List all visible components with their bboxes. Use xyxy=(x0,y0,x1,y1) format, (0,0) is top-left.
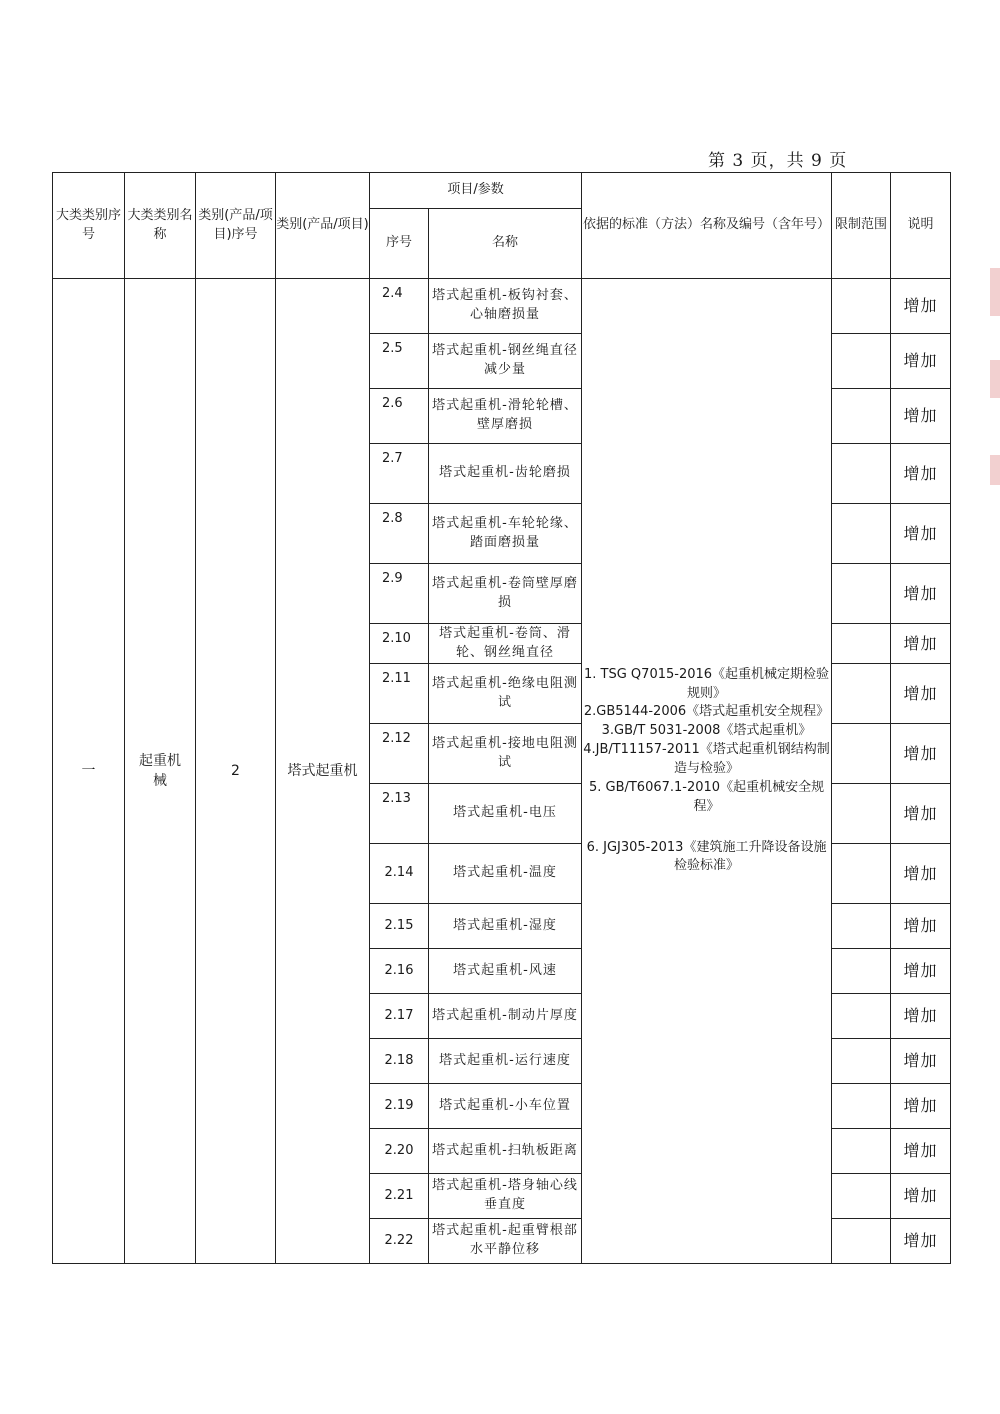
note-cell: 增加 xyxy=(891,1129,951,1174)
note-cell: 增加 xyxy=(891,444,951,504)
note-cell: 增加 xyxy=(891,1174,951,1219)
item-seq-cell: 2.18 xyxy=(370,1039,429,1084)
item-name-cell: 塔式起重机-电压 xyxy=(429,784,582,844)
standard-item: 3.GB/T 5031-2008《塔式起重机》 xyxy=(601,723,812,739)
limit-cell xyxy=(832,1174,891,1219)
item-seq-cell: 2.4 xyxy=(370,279,429,334)
limit-cell xyxy=(832,1084,891,1129)
item-seq-cell: 2.6 xyxy=(370,389,429,444)
limit-cell xyxy=(832,949,891,994)
limit-cell xyxy=(832,1219,891,1264)
item-name-cell: 塔式起重机-风速 xyxy=(429,949,582,994)
limit-cell xyxy=(832,444,891,504)
item-name-cell: 塔式起重机-运行速度 xyxy=(429,1039,582,1084)
item-name-cell: 塔式起重机-卷筒壁厚磨损 xyxy=(429,564,582,624)
note-cell: 增加 xyxy=(891,1084,951,1129)
standard-item: 4.JB/T11157-2011《塔式起重机钢结构制造与检验》 xyxy=(583,742,830,776)
limit-cell xyxy=(832,724,891,784)
note-cell: 增加 xyxy=(891,844,951,904)
header-major-seq: 大类类别序号 xyxy=(53,173,125,279)
item-seq-cell: 2.17 xyxy=(370,994,429,1039)
note-cell: 增加 xyxy=(891,624,951,664)
limit-cell xyxy=(832,389,891,444)
limit-cell xyxy=(832,504,891,564)
header-item-seq: 序号 xyxy=(370,209,429,279)
note-cell: 增加 xyxy=(891,904,951,949)
item-seq-cell: 2.22 xyxy=(370,1219,429,1264)
item-seq-cell: 2.12 xyxy=(370,724,429,784)
seal-edge-mark xyxy=(990,268,1000,316)
item-name-cell: 塔式起重机-温度 xyxy=(429,844,582,904)
standard-item: 1. TSG Q7015-2016《起重机械定期检验规则》 xyxy=(584,666,830,701)
limit-cell xyxy=(832,664,891,724)
header-category-name: 类别(产品/项目) xyxy=(276,173,370,279)
header-item-param: 项目/参数 xyxy=(370,173,582,209)
major-name-cell: 起重机械 xyxy=(125,279,196,1264)
note-cell: 增加 xyxy=(891,1219,951,1264)
note-cell: 增加 xyxy=(891,994,951,1039)
scope-table xyxy=(52,172,951,1264)
header-item-name: 名称 xyxy=(429,209,582,279)
limit-cell xyxy=(832,334,891,389)
limit-cell xyxy=(832,279,891,334)
limit-cell xyxy=(832,844,891,904)
item-name-cell: 塔式起重机-齿轮磨损 xyxy=(429,444,582,504)
item-name-cell: 塔式起重机-制动片厚度 xyxy=(429,994,582,1039)
item-seq-cell: 2.8 xyxy=(370,504,429,564)
item-name-cell: 塔式起重机-钢丝绳直径减少量 xyxy=(429,334,582,389)
item-name-cell: 塔式起重机-板钩衬套、心轴磨损量 xyxy=(429,279,582,334)
limit-cell xyxy=(832,904,891,949)
standard-item: 2.GB5144-2006《塔式起重机安全规程》 xyxy=(583,704,830,720)
header-note: 说明 xyxy=(891,173,951,279)
item-seq-cell: 2.5 xyxy=(370,334,429,389)
table-header xyxy=(53,173,951,279)
header-standard: 依据的标准（方法）名称及编号（含年号） xyxy=(582,173,832,279)
category-seq-cell: 2 xyxy=(196,279,276,1264)
limit-cell xyxy=(832,1039,891,1084)
seal-edge-mark xyxy=(990,455,1000,485)
item-seq-cell: 2.21 xyxy=(370,1174,429,1219)
note-cell: 增加 xyxy=(891,724,951,784)
table-body xyxy=(53,279,951,1264)
standards-cell xyxy=(582,279,832,1264)
standard-item: 5. GB/T6067.1-2010《起重机械安全规程》 xyxy=(588,779,825,814)
item-seq-cell: 2.20 xyxy=(370,1129,429,1174)
item-seq-cell: 2.15 xyxy=(370,904,429,949)
note-cell: 增加 xyxy=(891,279,951,334)
note-cell: 增加 xyxy=(891,1039,951,1084)
item-seq-cell: 2.14 xyxy=(370,844,429,904)
item-seq-cell: 2.11 xyxy=(370,664,429,724)
note-cell: 增加 xyxy=(891,664,951,724)
limit-cell xyxy=(832,994,891,1039)
item-seq-cell: 2.19 xyxy=(370,1084,429,1129)
item-name-cell: 塔式起重机-卷筒、滑轮、钢丝绳直径 xyxy=(429,624,582,664)
major-seq-cell: 一 xyxy=(53,279,125,1264)
category-name-cell: 塔式起重机 xyxy=(276,279,370,1264)
note-cell: 增加 xyxy=(891,949,951,994)
item-name-cell: 塔式起重机-接地电阻测试 xyxy=(429,724,582,784)
standard-item: 6. JGJ305-2013《建筑施工升降设备设施检验标准》 xyxy=(586,839,827,874)
item-seq-cell: 2.16 xyxy=(370,949,429,994)
item-name-cell: 塔式起重机-车轮轮缘、踏面磨损量 xyxy=(429,504,582,564)
item-name-cell: 塔式起重机-绝缘电阻测试 xyxy=(429,664,582,724)
header-major-name: 大类类别名称 xyxy=(125,173,196,279)
note-cell: 增加 xyxy=(891,784,951,844)
seal-edge-mark xyxy=(990,360,1000,398)
item-seq-cell: 2.7 xyxy=(370,444,429,504)
header-category-seq: 类别(产品/项目)序号 xyxy=(196,173,276,279)
note-cell: 增加 xyxy=(891,504,951,564)
table-row xyxy=(53,279,951,334)
limit-cell xyxy=(832,784,891,844)
item-name-cell: 塔式起重机-小车位置 xyxy=(429,1084,582,1129)
note-cell: 增加 xyxy=(891,334,951,389)
item-seq-cell: 2.9 xyxy=(370,564,429,624)
item-name-cell: 塔式起重机-滑轮轮槽、壁厚磨损 xyxy=(429,389,582,444)
item-name-cell: 塔式起重机-塔身轴心线垂直度 xyxy=(429,1174,582,1219)
page-indicator: 第 3 页，共 9 页 xyxy=(708,151,848,171)
note-cell: 增加 xyxy=(891,564,951,624)
item-seq-cell: 2.13 xyxy=(370,784,429,844)
limit-cell xyxy=(832,1129,891,1174)
item-name-cell: 塔式起重机-扫轨板距离 xyxy=(429,1129,582,1174)
item-name-cell: 塔式起重机-起重臂根部水平静位移 xyxy=(429,1219,582,1264)
header-limit: 限制范围 xyxy=(832,173,891,279)
note-cell: 增加 xyxy=(891,389,951,444)
item-name-cell: 塔式起重机-湿度 xyxy=(429,904,582,949)
limit-cell xyxy=(832,564,891,624)
limit-cell xyxy=(832,624,891,664)
item-seq-cell: 2.10 xyxy=(370,624,429,664)
